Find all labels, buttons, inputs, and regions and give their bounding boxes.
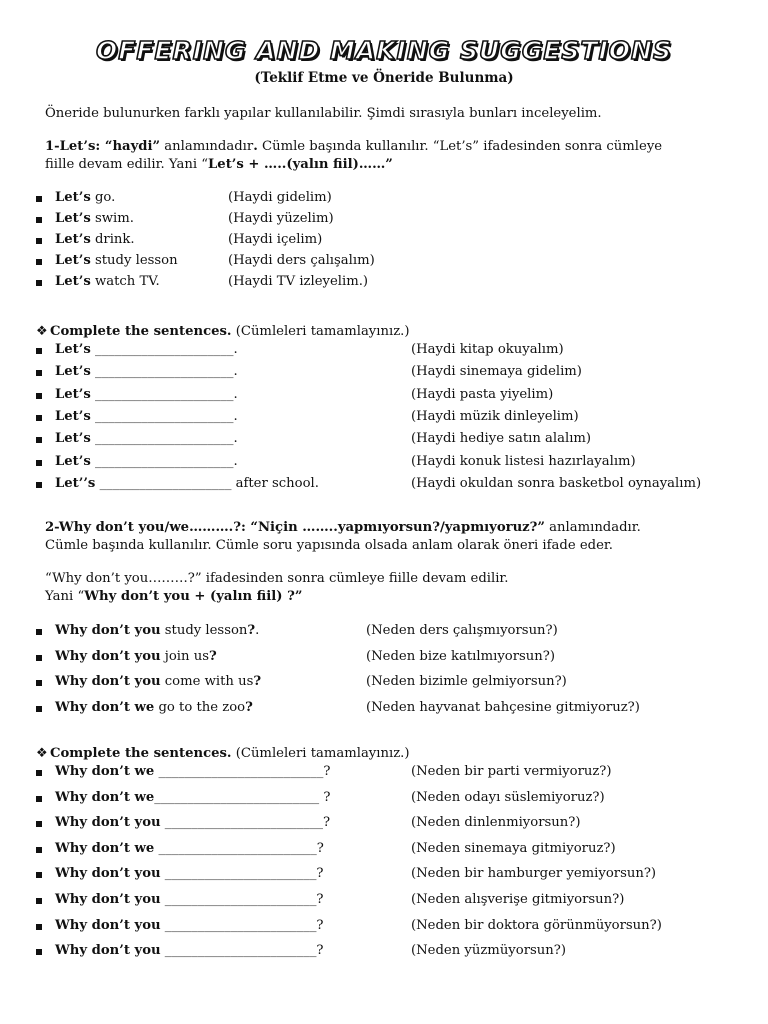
sentence (55, 814, 330, 832)
turkish-translation: (Haydi konuk listesi hazırlayalım) (411, 453, 636, 469)
bullet-icon (36, 259, 42, 265)
sentence-keyword: Let’’s (55, 475, 96, 491)
section2-heading-bold: 2-Why don’t you/we……….?: “Niçin ……..yapmıyorsun?/yapmıyoruz?” (45, 520, 545, 535)
turkish-translation: (Haydi içelim) (228, 232, 323, 247)
sentence-keyword: Why don’t you (55, 917, 161, 933)
section2-formula (45, 588, 755, 606)
turkish-translation: (Haydi hediye satın alalım) (411, 431, 592, 447)
section1-formula (45, 156, 755, 174)
sentence-keyword: Why don’t we (55, 789, 155, 805)
sentence-rest: _______________________? (160, 943, 324, 959)
sentence (55, 408, 238, 426)
sentence-rest: _____________________. (90, 431, 238, 447)
sentence-rest: _______________________? (160, 917, 324, 933)
sentence (55, 648, 217, 666)
sentence-rest: _________________________ ? (154, 789, 331, 805)
sentence-keyword: Why don’t we (55, 699, 155, 715)
sentence-rest: _____________________. (90, 408, 238, 424)
sentence-rest: _____________________. (90, 342, 238, 357)
section1-heading (45, 138, 755, 156)
section1-formula-bold: Let’s + …..(yalın fiil)……” (208, 157, 393, 172)
sentence (55, 840, 324, 858)
bullet-icon (36, 796, 42, 802)
sentence (55, 430, 238, 448)
turkish-translation: (Haydi yüzelim) (228, 211, 334, 226)
sentence (55, 917, 324, 935)
bullet-icon (36, 680, 42, 686)
section2-exercise-heading-bold: Complete the sentences. (50, 746, 232, 761)
sentence-rest: come with us (160, 674, 254, 689)
section2-formula-bold: Why don’t you + (yalın fiil) ?” (84, 589, 303, 604)
sentence (55, 189, 115, 207)
turkish-translation: (Haydi sinemaya gidelim) (411, 364, 582, 380)
turkish-translation: (Neden bir hamburger yemiyorsun?) (411, 866, 657, 882)
section1-exercise-heading-bold: Complete the sentences. (50, 324, 232, 339)
bullet-icon (36, 460, 42, 466)
sentence (55, 231, 135, 249)
turkish-translation: (Neden bize katılmıyorsun?) (366, 648, 555, 664)
bullet-icon (36, 655, 42, 661)
sentence-keyword: Let’s (55, 342, 91, 357)
bullet-icon (36, 393, 42, 399)
bullet-icon (36, 482, 42, 488)
section1-heading-bold: 1-Let’s: “haydi” (45, 139, 161, 154)
section1-heading-bold2: . (253, 139, 258, 154)
turkish-translation: (Neden bizimle gelmiyorsun?) (366, 674, 567, 689)
turkish-translation: (Haydi ders çalışalım) (228, 253, 375, 268)
sentence-rest: ________________________? (154, 840, 324, 856)
section2-heading (45, 519, 755, 537)
sentence-rest: _____________________. (90, 364, 238, 380)
section1-exercise-heading (36, 323, 409, 341)
turkish-translation: (Neden dinlenmiyorsun?) (411, 815, 581, 831)
sentence-rest: _____________________. (90, 386, 238, 402)
sentence-rest: _________________________? (154, 764, 331, 779)
sentence (55, 942, 324, 960)
sentence-keyword: Let’s (55, 453, 91, 469)
sentence-rest: swim. (90, 211, 134, 226)
turkish-translation: (Neden odayı süslemiyoruz?) (411, 789, 605, 805)
bullet-icon (36, 770, 42, 776)
sentence-rest: join us (160, 648, 209, 664)
sentence (55, 252, 178, 270)
turkish-translation: (Neden hayvanat bahçesine gitmiyoruz?) (366, 699, 640, 715)
sentence (55, 763, 330, 781)
turkish-translation: (Haydi gidelim) (228, 190, 332, 205)
section2-exercise-heading (36, 745, 409, 763)
turkish-translation: (Neden alışverişe gitmiyorsun?) (411, 892, 625, 907)
section1-exercise-heading-normal: (Cümleleri tamamlayınız.) (231, 324, 410, 339)
bullet-icon (36, 629, 42, 635)
sentence-keyword: Let’s (55, 431, 91, 447)
question-mark: ? (253, 674, 262, 689)
sentence (55, 789, 330, 807)
intro-text: Öneride bulunurken farklı yapılar kullanılabilir. Şimdi sırasıyla bunları inceleyelim. (45, 106, 602, 121)
question-mark: ? (247, 623, 256, 638)
bullet-icon (36, 898, 42, 904)
section2-heading-normal: anlamındadır. (544, 520, 641, 535)
question-mark: ? (245, 699, 253, 715)
question-mark: ? (208, 648, 217, 664)
sentence-rest: _______________________? (160, 866, 324, 882)
sentence-keyword: Let’s (55, 211, 91, 226)
sentence-keyword: Let’s (55, 386, 91, 402)
turkish-translation: (Haydi kitap okuyalım) (411, 342, 564, 357)
turkish-translation: (Neden sinemaya gitmiyoruz?) (411, 840, 616, 856)
sentence-rest: go. (90, 190, 116, 205)
sentence-keyword: Let’s (55, 253, 91, 268)
sentence-keyword: Why don’t we (55, 840, 155, 856)
section1-heading-normal2: Cümle başında kullanılır. “Let’s” ifadesinden sonra cümleye (257, 139, 663, 154)
sentence-keyword: Why don’t you (55, 674, 161, 689)
bullet-icon (36, 348, 42, 354)
bullet-icon (36, 238, 42, 244)
sentence-rest: study lesson (90, 253, 178, 268)
bullet-icon (36, 847, 42, 853)
turkish-translation: (Neden yüzmüyorsun?) (411, 943, 566, 959)
bullet-icon (36, 924, 42, 930)
sentence-rest: ____________________ after school. (95, 475, 319, 491)
bullet-icon (36, 821, 42, 827)
section2-line2: Cümle başında kullanılır. Cümle soru yapısında olsada anlam olarak öneri ifade eder. (45, 538, 613, 553)
bullet-icon (36, 706, 42, 712)
sentence-rest: drink. (90, 232, 135, 247)
bullet-icon (36, 370, 42, 376)
sentence (55, 386, 238, 404)
bullet-icon (36, 280, 42, 286)
sentence-rest: go to the zoo (154, 699, 246, 715)
section2-formula-normal: Yani “ (45, 589, 85, 604)
turkish-translation: (Haydi TV izleyelim.) (228, 274, 369, 289)
sentence (55, 273, 160, 291)
turkish-translation: (Neden bir parti vermiyoruz?) (411, 764, 612, 779)
section2-exercise-heading-normal: (Cümleleri tamamlayınız.) (231, 746, 410, 761)
sentence (55, 699, 253, 717)
section1-heading-normal1: anlamındadır (160, 139, 254, 154)
sentence-keyword: Let’s (55, 232, 91, 247)
bullet-icon (36, 196, 42, 202)
sentence-keyword: Why don’t you (55, 815, 161, 831)
diamond-bullet-icon: ❖ (36, 324, 48, 339)
turkish-translation: (Neden ders çalışmıyorsun?) (366, 623, 558, 638)
sentence-keyword: Why don’t you (55, 623, 161, 638)
sentence-keyword: Why don’t you (55, 892, 161, 907)
page-subtitle: (Teklif Etme ve Öneride Bulunma) (254, 70, 514, 86)
section2-line3: “Why don’t you………?” ifadesinden sonra cümleye fiille devam edilir. (45, 571, 509, 586)
sentence-rest: watch TV. (90, 274, 160, 289)
sentence-keyword: Why don’t we (55, 764, 155, 779)
turkish-translation: (Haydi müzik dinleyelim) (411, 408, 579, 424)
sentence (55, 475, 319, 493)
sentence (55, 673, 261, 691)
turkish-translation: (Haydi okuldan sonra basketbol oynayalım) (411, 475, 702, 491)
sentence (55, 363, 238, 381)
sentence-rest: study lesson (160, 623, 248, 638)
section1-formula-normal: fiille devam edilir. Yani “ (45, 157, 209, 172)
turkish-translation: (Haydi pasta yiyelim) (411, 386, 554, 402)
sentence-keyword: Let’s (55, 364, 91, 380)
bullet-icon (36, 437, 42, 443)
sentence-keyword: Let’s (55, 190, 91, 205)
bullet-icon (36, 949, 42, 955)
sentence (55, 891, 324, 909)
bullet-icon (36, 872, 42, 878)
sentence-rest: _____________________. (90, 453, 238, 469)
turkish-translation: (Neden bir doktora görünmüyorsun?) (411, 917, 662, 933)
sentence (55, 210, 134, 228)
sentence (55, 341, 238, 359)
sentence-keyword: Why don’t you (55, 648, 161, 664)
sentence-end: . (255, 623, 260, 638)
diamond-bullet-icon: ❖ (36, 746, 48, 761)
bullet-icon (36, 415, 42, 421)
sentence-keyword: Let’s (55, 408, 91, 424)
page-title: OFFERING AND MAKING SUGGESTIONS (96, 36, 672, 65)
sentence (55, 453, 238, 471)
sentence (55, 865, 324, 883)
sentence (55, 622, 259, 640)
bullet-icon (36, 217, 42, 223)
sentence-rest: ________________________? (160, 815, 331, 831)
sentence-keyword: Why don’t you (55, 866, 161, 882)
sentence-keyword: Why don’t you (55, 943, 161, 959)
sentence-keyword: Let’s (55, 274, 91, 289)
sentence-rest: _______________________? (160, 892, 324, 907)
